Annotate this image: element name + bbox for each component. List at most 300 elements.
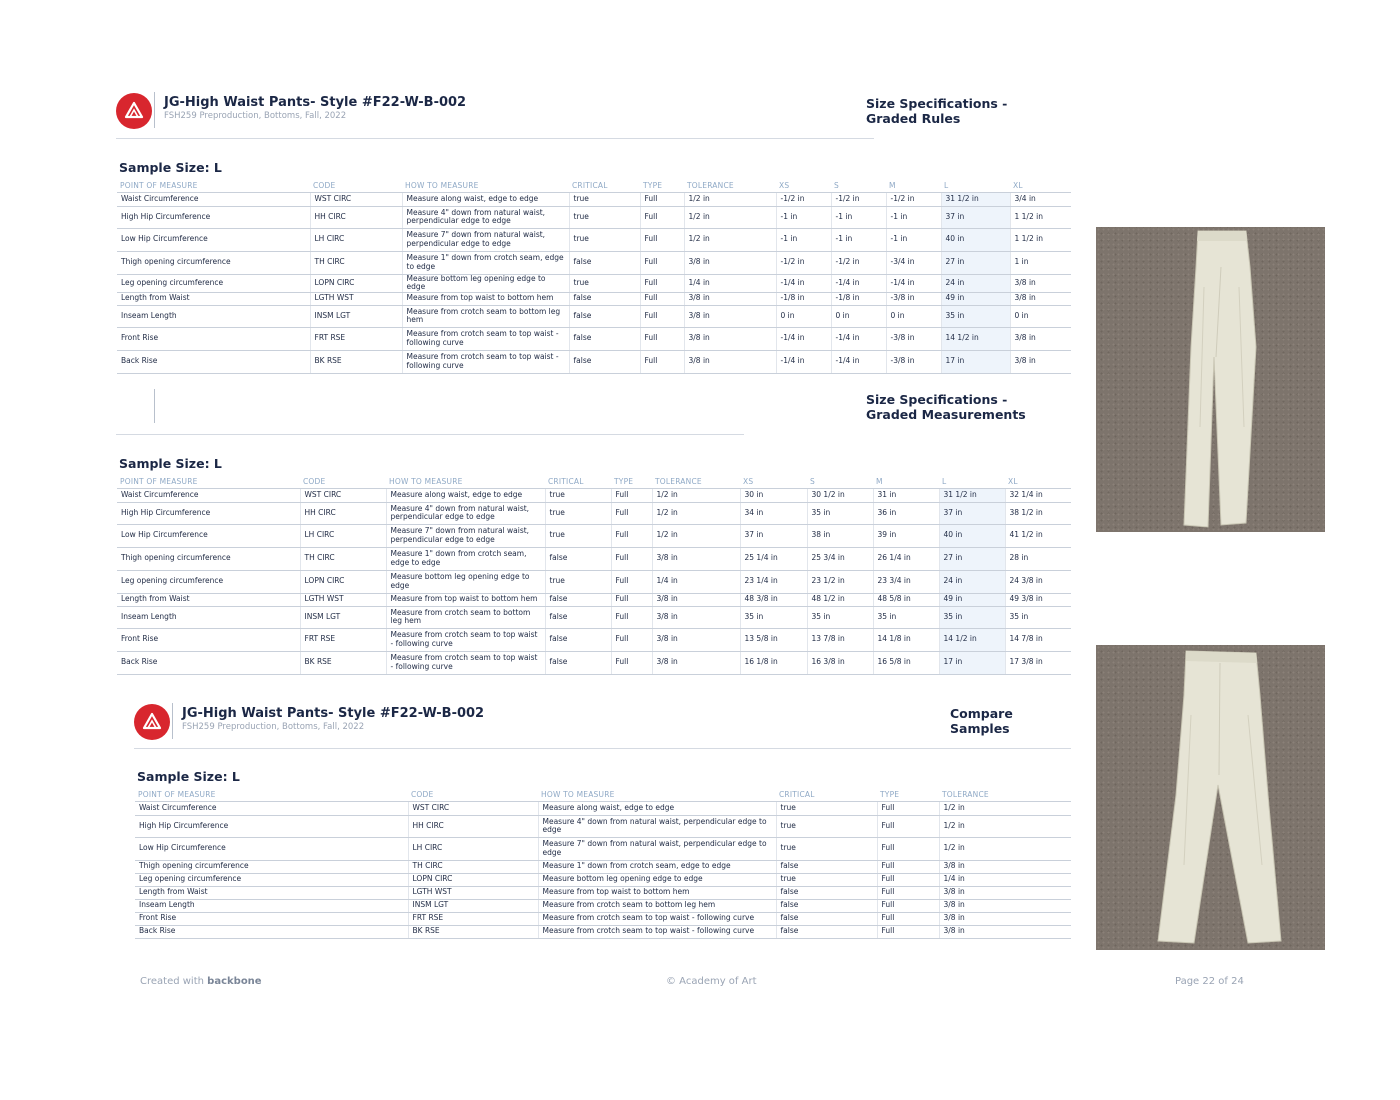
table-cell: 40 in (939, 524, 1005, 547)
style-title: JG-High Waist Pants- Style #F22-W-B-002 (182, 706, 485, 721)
table-cell: 30 in (740, 488, 807, 502)
table-cell: 35 in (1005, 606, 1071, 628)
graded-rules-table (117, 180, 1071, 374)
table-cell: -1 in (776, 228, 831, 251)
column-header: XL (1010, 180, 1071, 192)
table-cell: Measure from crotch seam to bottom leg hem (402, 305, 569, 327)
table-cell: false (545, 628, 611, 651)
table-cell: INSM LGT (300, 606, 386, 628)
table-row (135, 873, 1071, 886)
compare-samples-title: Compare Samples (950, 706, 1013, 736)
table-cell: Measure 1" down from crotch seam, edge to edge (386, 547, 545, 570)
table-cell: true (776, 873, 877, 886)
table-cell: WST CIRC (310, 192, 402, 206)
table-cell: 1/4 in (684, 274, 776, 292)
graded-measurements-title: Size Specifications - Graded Measurements (866, 392, 1026, 422)
table-cell: Measure along waist, edge to edge (538, 801, 776, 815)
table-cell: false (545, 593, 611, 606)
table-cell: 13 5/8 in (740, 628, 807, 651)
sample-size-label: Sample Size: L (137, 769, 240, 784)
table-cell: -1/4 in (776, 327, 831, 350)
table-cell: Full (611, 547, 652, 570)
table-cell: High Hip Circumference (135, 815, 408, 837)
column-header: POINT OF MEASURE (117, 180, 310, 192)
table-cell: -3/8 in (886, 292, 941, 305)
table-cell: Length from Waist (117, 593, 300, 606)
table-cell: FRT RSE (408, 912, 538, 925)
table-cell: -1 in (776, 206, 831, 228)
table-cell: 38 in (807, 524, 873, 547)
table-cell: Full (640, 274, 684, 292)
table-cell: Measure 4" down from natural waist, perpendicular edge to edge (402, 206, 569, 228)
table-cell: -1/2 in (831, 192, 886, 206)
table-cell: FRT RSE (310, 327, 402, 350)
table-cell: Measure from top waist to bottom hem (402, 292, 569, 305)
table-row (117, 305, 1071, 327)
table-cell: -1/2 in (831, 251, 886, 274)
table-cell: Full (640, 350, 684, 373)
table-cell: Full (611, 593, 652, 606)
table-cell: 14 1/2 in (941, 327, 1010, 350)
table-cell: true (776, 801, 877, 815)
table-cell: Full (877, 837, 939, 860)
table-cell: 35 in (941, 305, 1010, 327)
header-divider (172, 703, 173, 739)
table-cell: 25 1/4 in (740, 547, 807, 570)
table-cell: Full (611, 651, 652, 674)
table-cell: -1/4 in (831, 274, 886, 292)
table-cell: 40 in (941, 228, 1010, 251)
table-cell: Measure bottom leg opening edge to edge (538, 873, 776, 886)
table-cell: Full (611, 570, 652, 593)
table-cell: 49 in (941, 292, 1010, 305)
table-cell: Measure 1" down from crotch seam, edge to edge (538, 860, 776, 873)
table-cell: 3/8 in (684, 251, 776, 274)
header-rule (116, 138, 874, 139)
table-cell: 27 in (941, 251, 1010, 274)
table-cell: 14 1/2 in (939, 628, 1005, 651)
table-row (117, 628, 1071, 651)
table-cell: 3/8 in (652, 651, 740, 674)
table-cell: false (569, 327, 640, 350)
table-cell: 3/8 in (1010, 327, 1071, 350)
table-cell: BK RSE (408, 925, 538, 938)
table-row (117, 524, 1071, 547)
table-cell: 1/2 in (939, 837, 1071, 860)
table-cell: LH CIRC (300, 524, 386, 547)
table-cell: LOPN CIRC (408, 873, 538, 886)
table-cell: -1/2 in (776, 192, 831, 206)
table-cell: 1/4 in (939, 873, 1071, 886)
table-cell: Full (877, 912, 939, 925)
column-header: CRITICAL (545, 476, 611, 488)
footer-brand: backbone (207, 976, 262, 987)
column-header: HOW TO MEASURE (402, 180, 569, 192)
table-cell: Inseam Length (135, 899, 408, 912)
style-header (164, 95, 466, 121)
table-cell: 49 in (939, 593, 1005, 606)
table-cell: 13 7/8 in (807, 628, 873, 651)
table-cell: Measure 4" down from natural waist, perpendicular edge to edge (386, 502, 545, 524)
style-header (182, 706, 484, 732)
table-cell: false (776, 860, 877, 873)
column-header: TYPE (611, 476, 652, 488)
table-cell: Full (877, 801, 939, 815)
table-cell: 41 1/2 in (1005, 524, 1071, 547)
table-cell: BK RSE (310, 350, 402, 373)
style-title: JG-High Waist Pants- Style #F22-W-B-002 (164, 95, 467, 110)
table-row (135, 899, 1071, 912)
table-cell: 48 5/8 in (873, 593, 939, 606)
table-cell: WST CIRC (300, 488, 386, 502)
table-cell: 28 in (1005, 547, 1071, 570)
table-cell: Measure from crotch seam to top waist - following curve (386, 628, 545, 651)
table-cell: 3/8 in (684, 305, 776, 327)
table-cell: 37 in (941, 206, 1010, 228)
table-cell: Measure along waist, edge to edge (402, 192, 569, 206)
table-cell: 30 1/2 in (807, 488, 873, 502)
table-row (135, 886, 1071, 899)
table-cell: Inseam Length (117, 606, 300, 628)
table-cell: Leg opening circumference (135, 873, 408, 886)
table-cell: -3/8 in (886, 327, 941, 350)
table-cell: 16 5/8 in (873, 651, 939, 674)
table-cell: false (569, 305, 640, 327)
table-cell: Measure from crotch seam to top waist - following curve (538, 912, 776, 925)
table-cell: true (545, 488, 611, 502)
table-cell: 3/8 in (1010, 350, 1071, 373)
table-cell: 35 in (807, 606, 873, 628)
table-cell: 3/8 in (652, 593, 740, 606)
table-header-row (117, 180, 1071, 192)
column-header: TOLERANCE (684, 180, 776, 192)
table-cell: false (776, 886, 877, 899)
column-header: CODE (408, 789, 538, 801)
table-cell: HH CIRC (300, 502, 386, 524)
table-cell: 48 3/8 in (740, 593, 807, 606)
column-header: HOW TO MEASURE (386, 476, 545, 488)
table-cell: Full (640, 305, 684, 327)
table-cell: false (545, 606, 611, 628)
table-cell: 35 in (939, 606, 1005, 628)
table-cell: 26 1/4 in (873, 547, 939, 570)
table-cell: -1 in (831, 206, 886, 228)
table-row (135, 912, 1071, 925)
table-cell: 3/8 in (684, 327, 776, 350)
table-cell: Thigh opening circumference (117, 547, 300, 570)
table-row (117, 192, 1071, 206)
table-cell: Measure 7" down from natural waist, perpendicular edge to edge (538, 837, 776, 860)
table-cell: false (569, 292, 640, 305)
table-row (135, 860, 1071, 873)
table-cell: 1 in (1010, 251, 1071, 274)
table-cell: -3/8 in (886, 350, 941, 373)
front-view-photo (1096, 227, 1325, 532)
table-cell: 3/8 in (939, 886, 1071, 899)
table-cell: 23 1/4 in (740, 570, 807, 593)
table-cell: 34 in (740, 502, 807, 524)
table-cell: 27 in (939, 547, 1005, 570)
table-cell: 32 1/4 in (1005, 488, 1071, 502)
table-cell: true (776, 837, 877, 860)
table-cell: 35 in (873, 606, 939, 628)
column-header: TYPE (640, 180, 684, 192)
academy-of-art-logo (134, 704, 170, 740)
table-cell: Waist Circumference (117, 488, 300, 502)
table-cell: Front Rise (117, 327, 310, 350)
table-cell: Full (640, 228, 684, 251)
column-header: L (941, 180, 1010, 192)
table-cell: 0 in (831, 305, 886, 327)
table-cell: 3/8 in (684, 350, 776, 373)
table-cell: Full (877, 899, 939, 912)
table-cell: Low Hip Circumference (117, 228, 310, 251)
table-cell: LGTH WST (300, 593, 386, 606)
table-cell: 31 1/2 in (939, 488, 1005, 502)
table-cell: Full (640, 192, 684, 206)
table-cell: 1/2 in (684, 192, 776, 206)
table-cell: Measure bottom leg opening edge to edge (386, 570, 545, 593)
table-cell: 3/8 in (939, 899, 1071, 912)
table-cell: 14 1/8 in (873, 628, 939, 651)
table-cell: Full (611, 628, 652, 651)
column-header: CODE (300, 476, 386, 488)
table-cell: Back Rise (135, 925, 408, 938)
table-cell: 38 1/2 in (1005, 502, 1071, 524)
table-cell: Measure along waist, edge to edge (386, 488, 545, 502)
table-cell: Measure from crotch seam to top waist - following curve (402, 327, 569, 350)
table-cell: Full (611, 488, 652, 502)
table-cell: Thigh opening circumference (135, 860, 408, 873)
table-cell: 3/8 in (652, 628, 740, 651)
table-cell: -1/8 in (776, 292, 831, 305)
table-row (135, 801, 1071, 815)
footer-created-label: Created with (140, 976, 204, 987)
table-cell: Leg opening circumference (117, 274, 310, 292)
table-row (135, 837, 1071, 860)
table-cell: -1/4 in (776, 350, 831, 373)
table-cell: -1 in (831, 228, 886, 251)
table-cell: HH CIRC (408, 815, 538, 837)
table-row (117, 228, 1071, 251)
table-cell: Inseam Length (117, 305, 310, 327)
table-cell: Measure from crotch seam to bottom leg hem (538, 899, 776, 912)
table-cell: 17 3/8 in (1005, 651, 1071, 674)
column-header: XL (1005, 476, 1071, 488)
table-cell: 3/8 in (1010, 274, 1071, 292)
table-cell: Full (877, 873, 939, 886)
table-cell: Front Rise (135, 912, 408, 925)
table-row (117, 651, 1071, 674)
header-rule (134, 748, 1071, 749)
table-cell: Measure bottom leg opening edge to edge (402, 274, 569, 292)
table-row (117, 292, 1071, 305)
table-cell: 37 in (939, 502, 1005, 524)
table-row (117, 251, 1071, 274)
table-cell: 49 3/8 in (1005, 593, 1071, 606)
table-cell: Measure from crotch seam to top waist - following curve (386, 651, 545, 674)
table-row (135, 815, 1071, 837)
header-divider (154, 92, 155, 128)
table-cell: 14 7/8 in (1005, 628, 1071, 651)
table-cell: true (569, 192, 640, 206)
table-row (117, 593, 1071, 606)
table-cell: TH CIRC (408, 860, 538, 873)
table-cell: -1/2 in (886, 192, 941, 206)
header-divider (154, 389, 155, 423)
table-cell: true (545, 502, 611, 524)
table-cell: Measure 7" down from natural waist, perpendicular edge to edge (402, 228, 569, 251)
table-cell: 23 1/2 in (807, 570, 873, 593)
table-cell: false (545, 651, 611, 674)
table-cell: 0 in (1010, 305, 1071, 327)
table-cell: Waist Circumference (135, 801, 408, 815)
table-row (117, 274, 1071, 292)
table-cell: LOPN CIRC (310, 274, 402, 292)
table-header-row (135, 789, 1071, 801)
table-cell: true (569, 206, 640, 228)
table-cell: 35 in (740, 606, 807, 628)
section-rule (116, 434, 744, 435)
table-cell: true (569, 274, 640, 292)
column-header: CODE (310, 180, 402, 192)
table-cell: 31 1/2 in (941, 192, 1010, 206)
table-row (135, 925, 1071, 938)
table-cell: -1/8 in (831, 292, 886, 305)
table-cell: Measure from top waist to bottom hem (538, 886, 776, 899)
table-cell: LH CIRC (310, 228, 402, 251)
table-row (117, 606, 1071, 628)
table-cell: true (545, 570, 611, 593)
table-cell: 24 in (941, 274, 1010, 292)
style-subtitle: FSH259 Preproduction, Bottoms, Fall, 2022 (164, 111, 347, 121)
table-cell: false (776, 925, 877, 938)
table-cell: Full (640, 327, 684, 350)
column-header: XS (776, 180, 831, 192)
sample-size-label: Sample Size: L (119, 456, 222, 471)
table-cell: 3/8 in (939, 860, 1071, 873)
table-cell: -1 in (886, 206, 941, 228)
compare-samples-table (135, 789, 1071, 939)
table-cell: 36 in (873, 502, 939, 524)
column-header: TOLERANCE (652, 476, 740, 488)
table-cell: 0 in (776, 305, 831, 327)
column-header: XS (740, 476, 807, 488)
table-cell: Back Rise (117, 350, 310, 373)
table-cell: Measure 1" down from crotch seam, edge to edge (402, 251, 569, 274)
table-header-row (117, 476, 1071, 488)
table-cell: Full (611, 524, 652, 547)
table-cell: 1/2 in (652, 524, 740, 547)
table-cell: Measure from crotch seam to top waist - following curve (402, 350, 569, 373)
table-cell: High Hip Circumference (117, 502, 300, 524)
table-cell: INSM LGT (408, 899, 538, 912)
column-header: POINT OF MEASURE (117, 476, 300, 488)
table-cell: 17 in (941, 350, 1010, 373)
table-cell: WST CIRC (408, 801, 538, 815)
column-header: TYPE (877, 789, 939, 801)
table-cell: 1 1/2 in (1010, 228, 1071, 251)
table-row (117, 206, 1071, 228)
table-cell: false (776, 912, 877, 925)
table-row (117, 350, 1071, 373)
column-header: S (831, 180, 886, 192)
table-cell: 1/2 in (652, 502, 740, 524)
table-cell: -1/4 in (776, 274, 831, 292)
table-cell: Waist Circumference (117, 192, 310, 206)
table-cell: LGTH WST (310, 292, 402, 305)
table-cell: Full (611, 606, 652, 628)
table-cell: -1/4 in (886, 274, 941, 292)
table-cell: 1/2 in (684, 206, 776, 228)
footer-page-number: Page 22 of 24 (1175, 976, 1244, 987)
table-cell: 16 3/8 in (807, 651, 873, 674)
table-cell: -1/4 in (831, 327, 886, 350)
table-cell: Full (877, 815, 939, 837)
table-cell: 16 1/8 in (740, 651, 807, 674)
table-cell: 37 in (740, 524, 807, 547)
table-cell: 31 in (873, 488, 939, 502)
footer-created-with (140, 976, 262, 987)
table-cell: 3/8 in (652, 547, 740, 570)
table-cell: LH CIRC (408, 837, 538, 860)
academy-of-art-logo (116, 93, 152, 129)
table-cell: 3/8 in (652, 606, 740, 628)
table-cell: Measure 4" down from natural waist, perpendicular edge to edge (538, 815, 776, 837)
table-cell: 1/4 in (652, 570, 740, 593)
table-cell: Full (640, 206, 684, 228)
table-cell: HH CIRC (310, 206, 402, 228)
column-header: M (873, 476, 939, 488)
table-cell: Measure from top waist to bottom hem (386, 593, 545, 606)
sample-size-label: Sample Size: L (119, 160, 222, 175)
table-cell: LGTH WST (408, 886, 538, 899)
table-cell: 23 3/4 in (873, 570, 939, 593)
table-cell: Back Rise (117, 651, 300, 674)
table-cell: 24 in (939, 570, 1005, 593)
table-cell: 48 1/2 in (807, 593, 873, 606)
column-header: POINT OF MEASURE (135, 789, 408, 801)
table-cell: Thigh opening circumference (117, 251, 310, 274)
table-cell: -1/4 in (831, 350, 886, 373)
table-cell: FRT RSE (300, 628, 386, 651)
table-cell: 3/8 in (1010, 292, 1071, 305)
table-cell: High Hip Circumference (117, 206, 310, 228)
table-cell: Full (877, 925, 939, 938)
table-cell: TH CIRC (310, 251, 402, 274)
table-cell: Front Rise (117, 628, 300, 651)
table-cell: 3/8 in (939, 925, 1071, 938)
table-cell: -1 in (886, 228, 941, 251)
table-cell: 1/2 in (684, 228, 776, 251)
table-row (117, 488, 1071, 502)
table-row (117, 327, 1071, 350)
table-cell: Measure from crotch seam to bottom leg hem (386, 606, 545, 628)
table-cell: 25 3/4 in (807, 547, 873, 570)
style-subtitle: FSH259 Preproduction, Bottoms, Fall, 2022 (182, 722, 365, 732)
table-cell: Leg opening circumference (117, 570, 300, 593)
table-cell: 3/8 in (684, 292, 776, 305)
table-cell: 0 in (886, 305, 941, 327)
table-cell: Length from Waist (117, 292, 310, 305)
table-cell: INSM LGT (310, 305, 402, 327)
table-cell: Full (611, 502, 652, 524)
table-cell: LOPN CIRC (300, 570, 386, 593)
table-cell: 24 3/8 in (1005, 570, 1071, 593)
column-header: M (886, 180, 941, 192)
table-cell: TH CIRC (300, 547, 386, 570)
table-cell: 3/8 in (939, 912, 1071, 925)
